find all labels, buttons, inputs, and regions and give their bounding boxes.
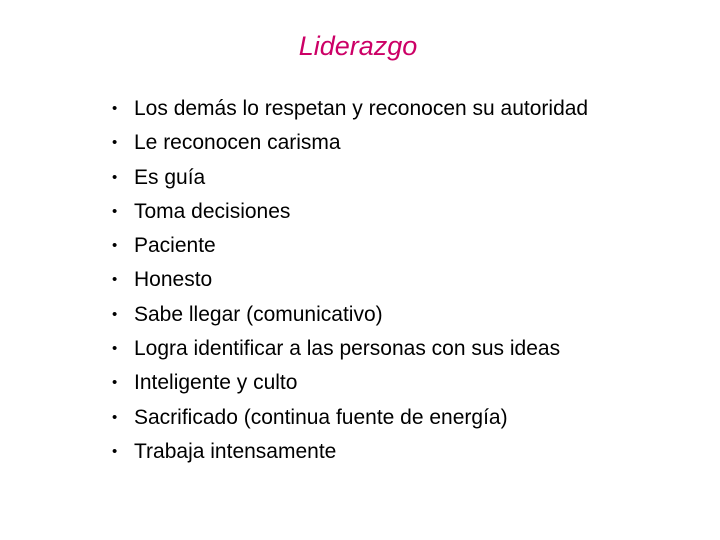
list-item-text: Sabe llegar (comunicativo) [134, 302, 383, 326]
list-item-text: Los demás lo respetan y reconocen su autoridad [134, 97, 589, 120]
bullet-dot-icon: • [112, 237, 118, 255]
list-item-text: Sacrificado (continua fuente de energía) [134, 405, 508, 429]
list-item-text: Toma decisiones [134, 199, 291, 223]
bullet-dot-icon: • [112, 271, 118, 289]
bullet-dot-icon: • [112, 374, 118, 392]
list-item-text: Inteligente y culto [134, 371, 298, 395]
list-item-text: Paciente [134, 234, 216, 258]
list-item-text: Es guía [134, 165, 206, 189]
bullet-dot-icon: • [112, 100, 118, 117]
list-item-text: Trabaja intensamente [134, 439, 337, 463]
bullet-dot-icon: • [112, 442, 118, 460]
list-item-text: Honesto [134, 268, 213, 292]
list-item-text: Logra identificar a las personas con sus ideas [134, 337, 561, 361]
slide-title [0, 28, 720, 64]
slide-title-text: Liderazgo [298, 31, 418, 61]
bullet-dot-icon: • [112, 408, 118, 426]
bullet-dot-icon: • [112, 202, 118, 220]
bullet-dot-icon: • [112, 168, 118, 186]
bullet-dot-icon: • [112, 134, 118, 152]
bullet-dot-icon: • [112, 305, 118, 323]
list-item-text: Le reconocen carisma [134, 131, 341, 155]
bullet-dot-icon: • [112, 340, 118, 358]
